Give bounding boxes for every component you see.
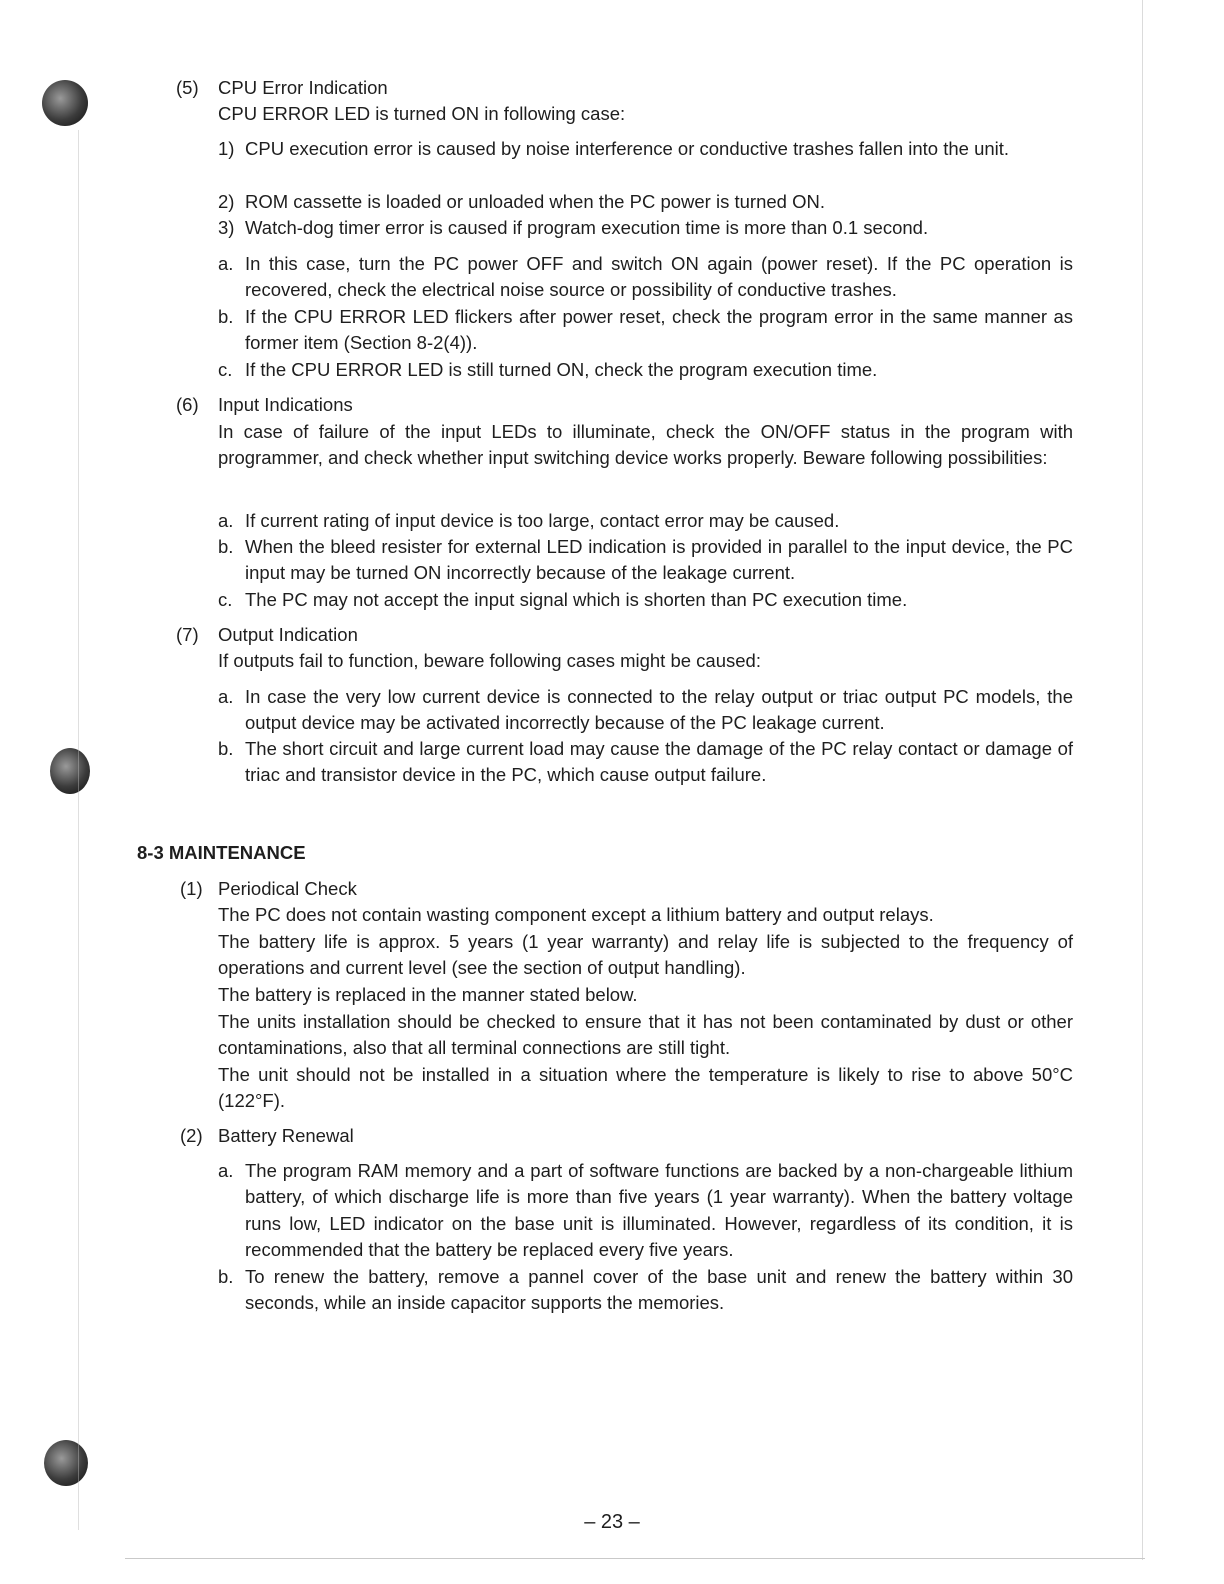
right-scan-edge — [1142, 0, 1143, 1560]
item-marker: c. — [218, 359, 233, 380]
section-number: (7) — [176, 624, 199, 645]
section-title: CPU Error Indication — [218, 77, 388, 98]
item-marker: a. — [218, 1160, 234, 1181]
page-number: – 23 – — [584, 1511, 640, 1533]
paragraph: The unit should not be installed in a situation where the temperature is likely to rise to above 50°C (122°F). — [218, 1064, 1073, 1112]
section-number: (1) — [180, 878, 203, 899]
paragraph: The PC does not contain wasting component except a lithium battery and output relays. — [218, 904, 934, 925]
section-number: (6) — [176, 394, 199, 415]
section-number: (5) — [176, 77, 199, 98]
section-title: Input Indications — [218, 394, 353, 415]
item-text: The PC may not accept the input signal which is shorten than PC execution time. — [245, 589, 908, 610]
item-text: The short circuit and large current load may cause the damage of the PC relay contact or damage of triac and transistor device in the PC, which cause output failure. — [245, 738, 1073, 786]
item-text: If the CPU ERROR LED flickers after power reset, check the program error in the same manner as former item (Section 8-2(4)). — [245, 306, 1073, 354]
section-intro: In case of failure of the input LEDs to illuminate, check the ON/OFF status in the program with programmer, and check whether input switching device works properly. Beware following possibilities: — [218, 421, 1073, 469]
section-number: (2) — [180, 1125, 203, 1146]
item-marker: 2) — [218, 191, 235, 212]
item-text: The program RAM memory and a part of software functions are backed by a non-chargeable lithium battery, of which discharge life is more than five years (1 year warranty). When the battery voltage runs low, LED indicator on the base unit is illuminated. However, regardless of its condition, it is recommended that the battery be replaced every five years. — [245, 1160, 1073, 1260]
paragraph: The battery is replaced in the manner stated below. — [218, 984, 638, 1005]
item-text: In this case, turn the PC power OFF and switch ON again (power reset). If the PC operation is recovered, check the electrical noise source or possibility of conductive trashes. — [245, 253, 1073, 301]
item-text: In case the very low current device is connected to the relay output or triac output PC models, the output device may be activated incorrectly because of the PC leakage current. — [245, 686, 1073, 734]
bottom-scan-line — [125, 1558, 1145, 1559]
binder-hole-bottom — [44, 1440, 88, 1486]
item-text: When the bleed resister for external LED indication is provided in parallel to the input device, the PC input may be turned ON incorrectly because of the leakage current. — [245, 536, 1073, 584]
item-text: CPU execution error is caused by noise interference or conductive trashes fallen into the unit. — [245, 138, 1010, 159]
item-marker: b. — [218, 306, 234, 327]
paragraph: The units installation should be checked to ensure that it has not been contaminated by dust or other contaminations, also that all terminal connections are still tight. — [218, 1011, 1073, 1059]
item-marker: a. — [218, 686, 234, 707]
item-marker: a. — [218, 510, 234, 531]
section-title: Battery Renewal — [218, 1125, 354, 1146]
item-marker: 3) — [218, 217, 235, 238]
item-marker: c. — [218, 589, 233, 610]
item-marker: b. — [218, 1266, 234, 1287]
item-marker: b. — [218, 536, 234, 557]
item-text: ROM cassette is loaded or unloaded when the PC power is turned ON. — [245, 191, 825, 212]
item-marker: a. — [218, 253, 234, 274]
section-title: Output Indication — [218, 624, 358, 645]
section-intro: CPU ERROR LED is turned ON in following case: — [218, 103, 626, 124]
item-marker: 1) — [218, 138, 235, 159]
item-text: Watch-dog timer error is caused if program execution time is more than 0.1 second. — [245, 217, 929, 238]
item-marker: b. — [218, 738, 234, 759]
section-title: Periodical Check — [218, 878, 357, 899]
binder-hole-middle — [50, 748, 90, 794]
item-text: If the CPU ERROR LED is still turned ON, check the program execution time. — [245, 359, 878, 380]
maintenance-heading: 8-3 MAINTENANCE — [137, 842, 306, 863]
item-text: To renew the battery, remove a pannel cover of the base unit and renew the battery within 30 seconds, while an inside capacitor supports the memories. — [245, 1266, 1073, 1314]
section-intro: If outputs fail to function, beware following cases might be caused: — [218, 650, 761, 671]
paragraph: The battery life is approx. 5 years (1 year warranty) and relay life is subjected to the frequency of operations and current level (see the section of output handling). — [218, 931, 1073, 979]
item-text: If current rating of input device is too large, contact error may be caused. — [245, 510, 840, 531]
binder-hole-top — [42, 80, 88, 126]
left-scan-edge — [78, 130, 79, 1530]
